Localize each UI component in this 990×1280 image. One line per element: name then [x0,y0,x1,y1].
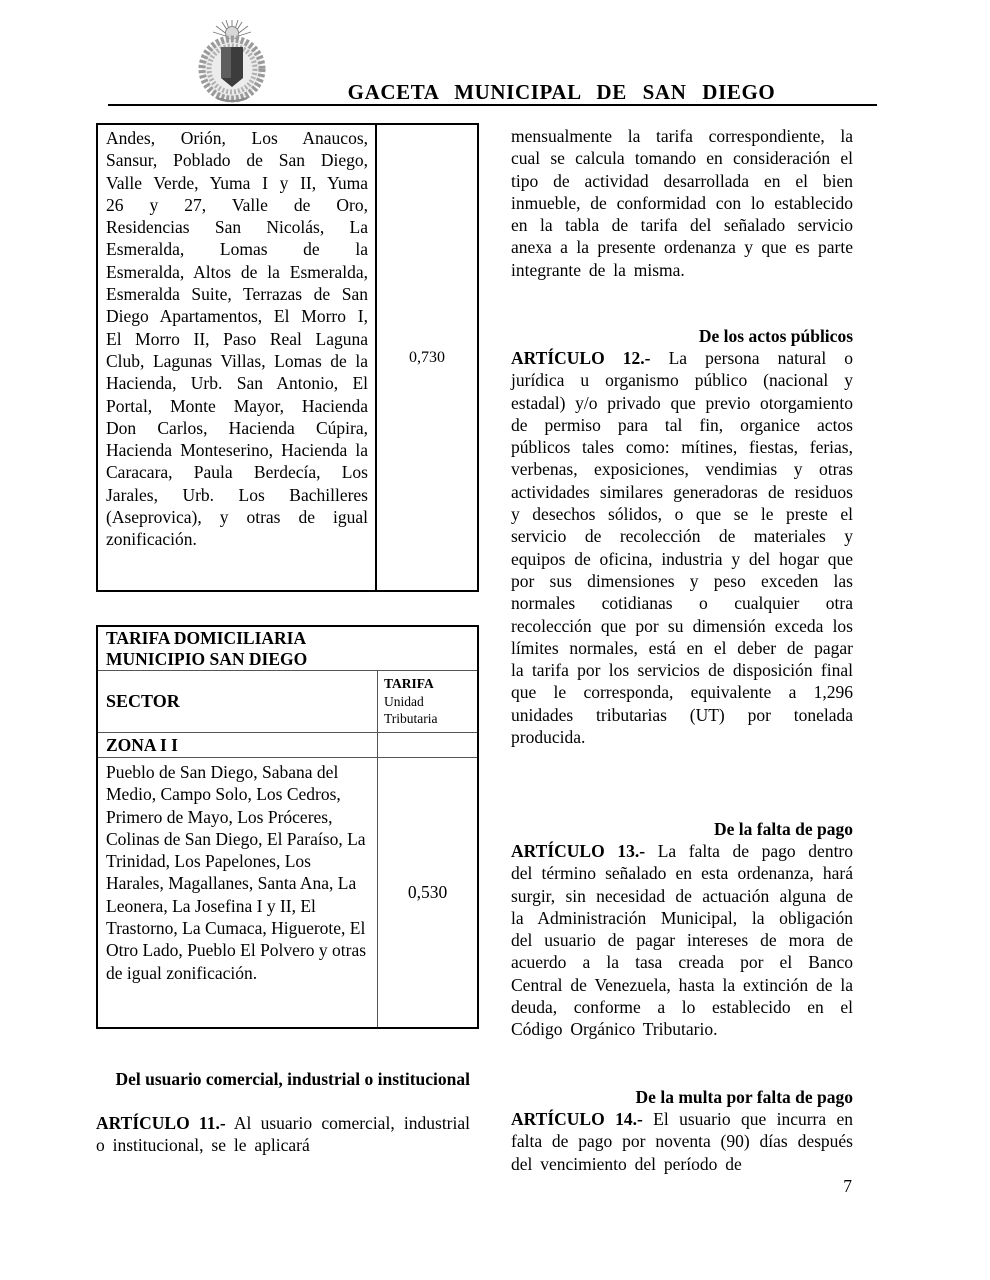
zone2-tariff-value: 0,530 [377,758,477,1027]
page-number: 7 [843,1176,852,1196]
header-rule [108,104,877,106]
heading-actos-publicos: De los actos públicos [698,326,853,346]
article-13-label: ARTÍCULO 13.- [511,841,646,861]
table-title-line2: MUNICIPIO SAN DIEGO [106,648,308,669]
zone2-label: ZONA I I [106,735,178,755]
section-heading-usuario-comercial: Del usuario comercial, industrial o institucional [115,1069,470,1089]
zone2-sector-list: Pueblo de San Diego, Sabana del Medio, Campo Solo, Los Cedros, Primero de Mayo, Los Próceres, Colinas de San Diego, El Paraíso, La Trinidad, Los Papelones, Los Harales, Magallanes, Santa Ana, La Leonera, La Josefina I y II, El Trastorno, La Cumaca, Higuerote, El Otro Lado, Pueblo El Polvero y otras de igual zonificación. [106,762,367,983]
tarifa-header-line2: Unidad [384,693,424,709]
article-11 [96,1112,470,1157]
article-13 [511,840,853,1041]
article-12-label: ARTÍCULO 12.- [511,348,651,368]
tarifa-header-line1: TARIFA [384,676,434,691]
table-title [98,627,315,670]
zone1-tariff-table [96,123,479,592]
article-14 [511,1108,853,1175]
table-title-line1: TARIFA DOMICILIARIA [106,628,307,648]
tarifa-header-line3: Tributaria [384,711,438,726]
heading-falta-de-pago: De la falta de pago [713,819,853,839]
article-13-text: La falta de pago dentro del término señalado en esta ordenanza, hará surgir, sin necesidad de actuación alguna de la Administración Municipal, la obligación del usuario de pagar intereses de mora de acuerdo a la tasa creada por el Banco Central de Venezuela, hasta la extinción de la deuda, conforme a lo establecido en el Código Orgánico Tributario. [511,841,854,1040]
coat-of-arms-icon [190,18,274,106]
article-14-label: ARTÍCULO 14.- [511,1109,643,1129]
column-header-sector: SECTOR [106,691,180,711]
zone1-sector-list: Andes, Orión, Los Anaucos, Sansur, Poblado de San Diego, Valle Verde, Yuma I y II, Yuma 26 y 27, Valle de Oro, Residencias San Nicolás, La Esmeralda, Lomas de la Esmeralda, Altos de la Esmeralda, Esmeralda Suite, Terrazas de San Diego Apartamentos, El Morro I, El Morro II, Paso Real Laguna Club, Lagunas Villas, Lomas de la Hacienda, Urb. San Antonio, El Portal, Monte Mayor, Hacienda Don Carlos, Hacienda Cúpira, Hacienda Monteserino, Hacienda la Caracara, Paula Berdecía, Los Jarales, Urb. Los Bachilleres (Aseprovica), y otras de igual zonificación. [98,125,377,590]
heading-multa-falta-pago: De la multa por falta de pago [635,1087,853,1107]
article-12 [511,347,853,748]
tarifa-domiciliaria-table [96,625,479,1029]
paragraph-tarifa-mensual: mensualmente la tarifa correspondiente, la cual se calcula tomando en consideración el tipo de actividad desarrollada en el bien inmueble, de conformidad con lo establecido en la tabla de tarifa del señalado servicio anexa a la presente ordenanza y que es parte integrante de la misma. [511,126,853,280]
zone1-tariff-value: 0,730 [409,348,445,366]
page-title: GACETA MUNICIPAL DE SAN DIEGO [347,80,776,104]
column-header-tarifa [377,671,477,732]
empty-cell [377,733,477,757]
article-14-text: El usuario que incurra en falta de pago por noventa (90) días después del vencimiento del período de [511,1109,854,1174]
article-11-text: Al usuario comercial, industrial o institucional, se le aplicará [96,1113,470,1156]
article-11-label: ARTÍCULO 11.- [96,1113,226,1133]
article-12-text: La persona natural o jurídica u organismo público (nacional y estadal) y/o privado que previo otorgamiento de permiso para tal fin, organice actos públicos tales como: mítines, fiestas, ferias, verbenas, exposiciones, vendimias y otras actividades similares generadoras de residuos y desechos sólidos, o que se le preste el servicio de recolección de materiales y equipos de oficina, industria y del hogar que por sus dimensiones y peso exceden las normales cotidianas o cualquier otra recolección que por su dimensión exceda los límites normales, está en el deber de pagar la tarifa por los servicios de disposición final que le corresponda, equivalente a 1,296 unidades tributarias (UT) por tonelada producida. [511,348,854,748]
